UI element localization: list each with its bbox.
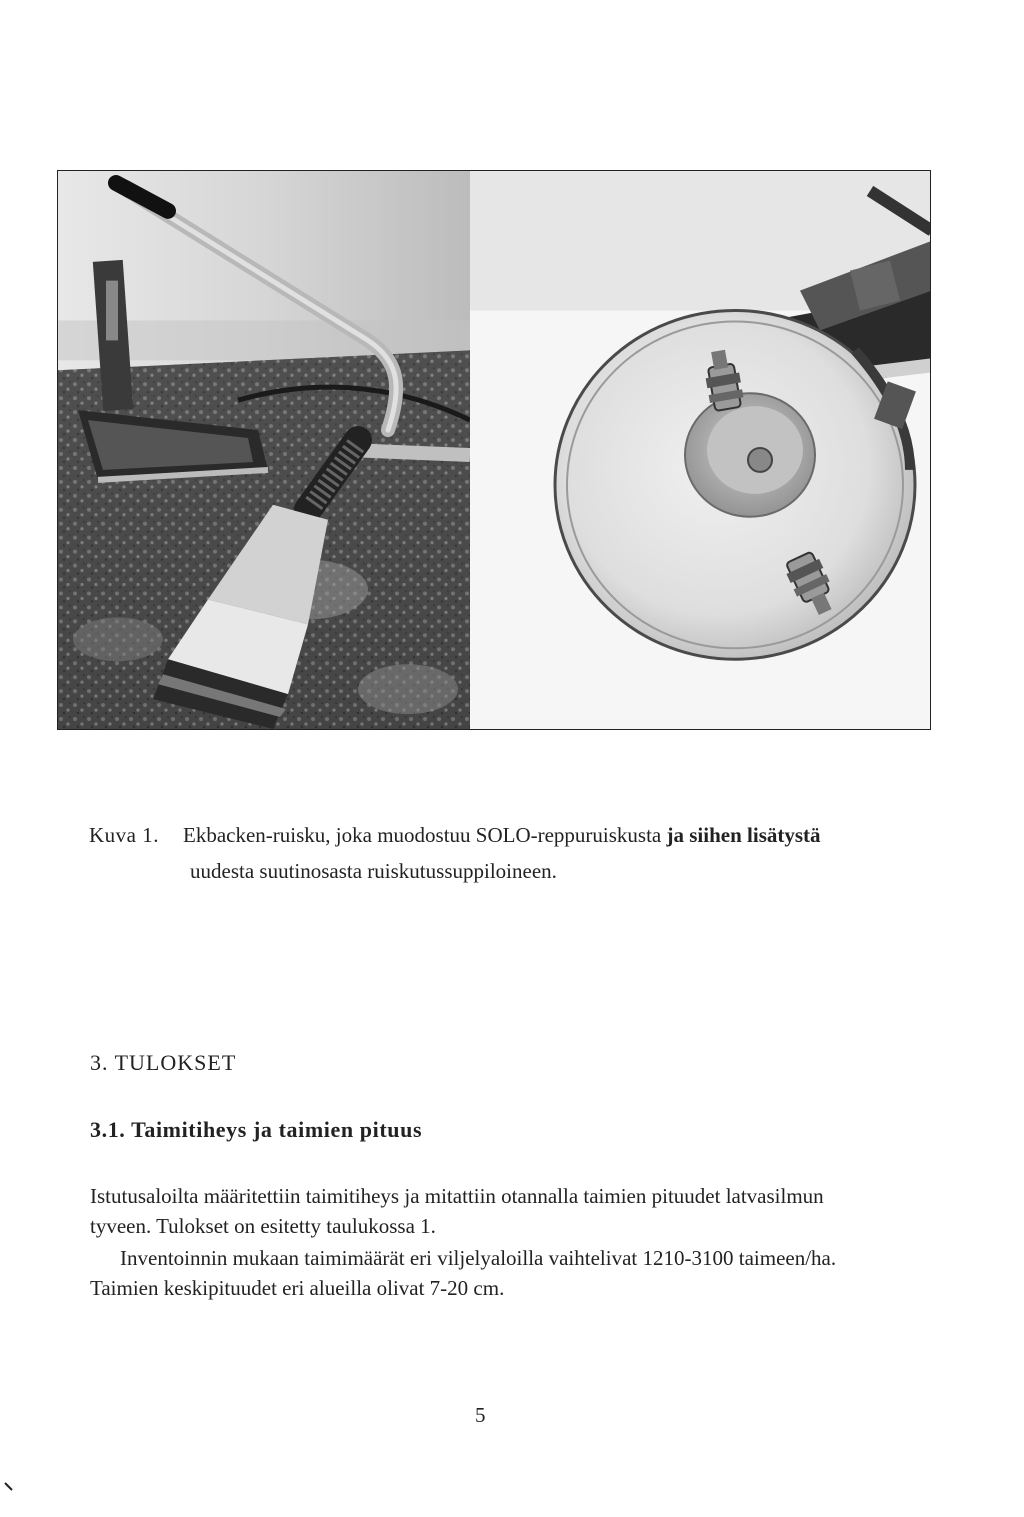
paragraph-2: Inventoinnin mukaan taimimäärät eri viljelyaloilla vaihtelivat 1210-3100 taimeen/ha. Taimien keskipituudet eri alueilla olivat 7-20 cm. [90,1246,837,1300]
scan-mark-icon [4,1482,13,1491]
caption-bold-text: ja siihen lisätystä [666,823,821,847]
sprayer-photo [58,171,470,729]
figure-caption-line2: uudesta suutinosasta ruiskutussuppiloineen. [190,859,557,883]
section-heading: 3. TULOKSET [90,1050,237,1075]
paragraph-1: Istutusaloilta määritettiin taimitiheys ja mitattiin otannalla taimien pituudet latvasilmun tyveen. Tulokset on esitetty taulukossa 1. [90,1184,824,1238]
page-number: 5 [475,1403,486,1427]
figure-label: Kuva 1. [89,823,159,847]
subsection-heading: 3.1. Taimitiheys ja taimien pituus [90,1117,423,1142]
figure-photographs [57,170,931,730]
caption-normal-text: Ekbacken-ruisku, joka muodostuu SOLO-reppuruiskusta [183,823,667,847]
nozzle-photo [470,171,931,729]
figure-caption-line1 [183,823,821,848]
